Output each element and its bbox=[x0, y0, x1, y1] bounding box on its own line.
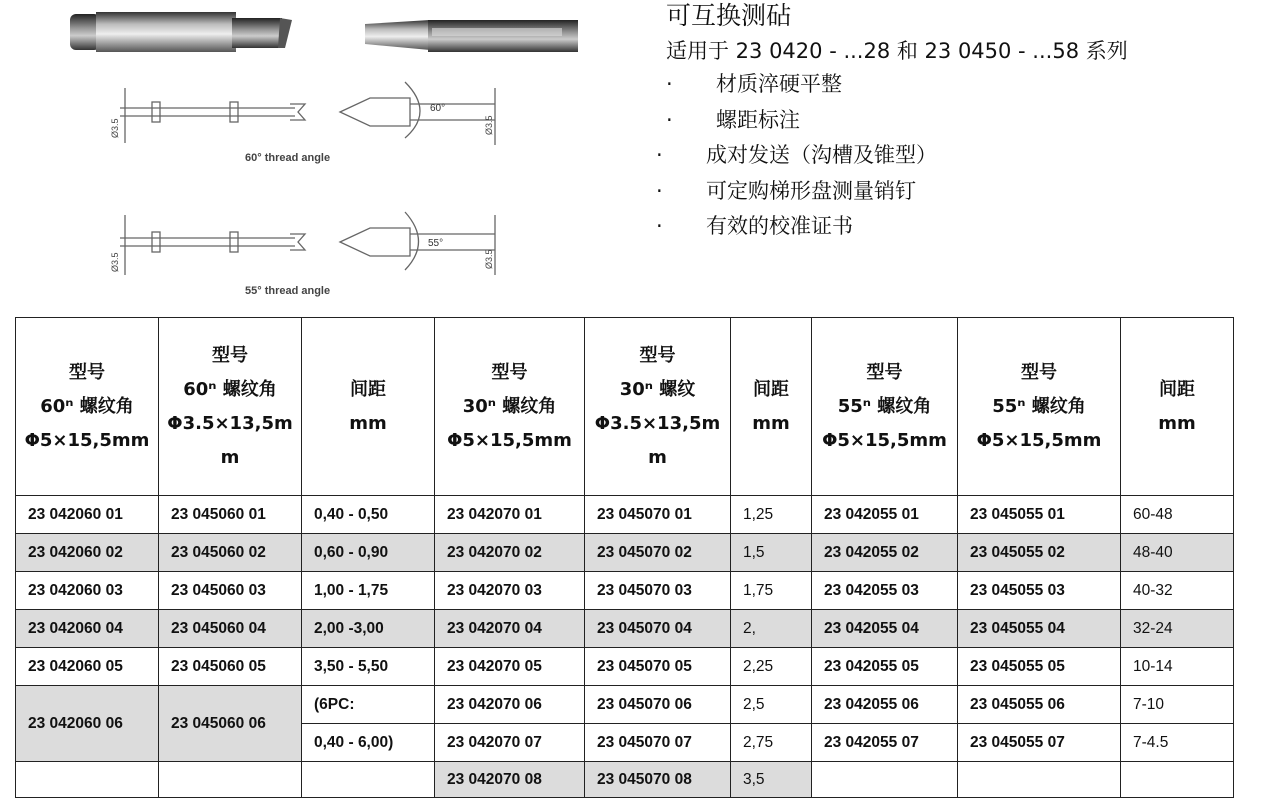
table-cell: 23 045055 06 bbox=[958, 686, 1121, 724]
table-cell: 2, bbox=[731, 610, 812, 648]
table-cell: 23 042060 01 bbox=[16, 496, 159, 534]
table-row bbox=[16, 496, 1234, 534]
table-row bbox=[16, 534, 1234, 572]
caption-55: 55° thread angle bbox=[245, 285, 331, 297]
table-cell: 23 042060 03 bbox=[16, 572, 159, 610]
table-cell: 23 042055 06 bbox=[812, 686, 958, 724]
page-subtitle: 适用于 23 0420 - ...28 和 23 0450 - ...58 系列 bbox=[666, 39, 1128, 63]
table-cell: 23 045055 02 bbox=[958, 534, 1121, 572]
table-header-row bbox=[16, 318, 1234, 496]
table-cell: 23 045055 07 bbox=[958, 724, 1121, 762]
anvil-photo-left bbox=[70, 12, 292, 52]
header-cell: 型号 60ⁿ 螺纹角 Φ3.5×13,5m m bbox=[159, 318, 302, 496]
table-row bbox=[16, 572, 1234, 610]
table-cell bbox=[1121, 762, 1234, 798]
table-cell bbox=[302, 762, 435, 798]
table-cell bbox=[958, 762, 1121, 798]
header-cell: 型号 55ⁿ 螺纹角 Φ5×15,5mm bbox=[958, 318, 1121, 496]
table-cell: 23 045070 07 bbox=[585, 724, 731, 762]
table-cell: 10-14 bbox=[1121, 648, 1234, 686]
table-cell: 23 045060 02 bbox=[159, 534, 302, 572]
angle-label-55: 55° bbox=[428, 238, 444, 249]
table-cell: 23 042060 02 bbox=[16, 534, 159, 572]
dim-label-2: Ø3.5 bbox=[484, 115, 494, 135]
table-cell: 1,75 bbox=[731, 572, 812, 610]
header-cell: 型号 60ⁿ 螺纹角 Φ5×15,5mm bbox=[16, 318, 159, 496]
table-cell: 0,60 - 0,90 bbox=[302, 534, 435, 572]
table-cell: 48-40 bbox=[1121, 534, 1234, 572]
table-cell: 0,40 - 6,00) bbox=[302, 724, 435, 762]
table-cell: 40-32 bbox=[1121, 572, 1234, 610]
caption-60: 60° thread angle bbox=[245, 152, 331, 164]
table-cell: 23 045070 03 bbox=[585, 572, 731, 610]
table-cell: 23 042055 05 bbox=[812, 648, 958, 686]
header-cell: 型号 30ⁿ 螺纹 Φ3.5×13,5m m bbox=[585, 318, 731, 496]
table-cell: 23 042060 04 bbox=[16, 610, 159, 648]
table-cell: 23 042070 05 bbox=[435, 648, 585, 686]
dim-label-3: Ø3.5 bbox=[110, 252, 120, 272]
table-cell bbox=[812, 762, 958, 798]
table-cell: 23 042055 04 bbox=[812, 610, 958, 648]
dim-label-1: Ø3.5 bbox=[110, 118, 120, 138]
page-title: 可互换测砧 bbox=[666, 1, 792, 30]
table-cell: 1,5 bbox=[731, 534, 812, 572]
table-cell: 23 042070 07 bbox=[435, 724, 585, 762]
table-cell: 23 042060 05 bbox=[16, 648, 159, 686]
angle-label-60: 60° bbox=[430, 103, 446, 114]
table-cell: 23 042070 01 bbox=[435, 496, 585, 534]
header-cell: 间距 mm bbox=[1121, 318, 1234, 496]
table-cell: 2,75 bbox=[731, 724, 812, 762]
anvil-spec-table bbox=[15, 317, 1234, 798]
table-cell: 0,40 - 0,50 bbox=[302, 496, 435, 534]
table-cell: 23 045060 04 bbox=[159, 610, 302, 648]
table-cell bbox=[16, 762, 159, 798]
table-row bbox=[16, 762, 1234, 798]
table-cell: 23 045060 03 bbox=[159, 572, 302, 610]
header-cell: 型号 30ⁿ 螺纹角 Φ5×15,5mm bbox=[435, 318, 585, 496]
table-cell: 23 042055 03 bbox=[812, 572, 958, 610]
table-cell: (6PC: bbox=[302, 686, 435, 724]
table-cell: 1,25 bbox=[731, 496, 812, 534]
table-cell: 23 045070 02 bbox=[585, 534, 731, 572]
table-cell: 23 045060 06 bbox=[159, 686, 302, 762]
table-cell: 23 042060 06 bbox=[16, 686, 159, 762]
table-cell: 23 045055 04 bbox=[958, 610, 1121, 648]
table-cell: 23 042070 06 bbox=[435, 686, 585, 724]
table-row bbox=[16, 648, 1234, 686]
table-cell: 23 045055 03 bbox=[958, 572, 1121, 610]
header-cell: 间距 mm bbox=[302, 318, 435, 496]
table-row bbox=[16, 610, 1234, 648]
table-cell: 3,50 - 5,50 bbox=[302, 648, 435, 686]
table-cell: 23 042055 01 bbox=[812, 496, 958, 534]
table-cell: 2,5 bbox=[731, 686, 812, 724]
table-cell: 23 042055 07 bbox=[812, 724, 958, 762]
table-cell: 1,00 - 1,75 bbox=[302, 572, 435, 610]
anvil-drawings bbox=[60, 0, 620, 305]
table-cell: 23 045070 04 bbox=[585, 610, 731, 648]
table-cell: 23 045060 05 bbox=[159, 648, 302, 686]
table-cell: 2,00 -3,00 bbox=[302, 610, 435, 648]
anvil-photo-right bbox=[365, 20, 578, 52]
table-cell: 23 045070 05 bbox=[585, 648, 731, 686]
table-cell bbox=[159, 762, 302, 798]
table-cell: 3,5 bbox=[731, 762, 812, 798]
table-cell: 32-24 bbox=[1121, 610, 1234, 648]
dim-label-4: Ø3.5 bbox=[484, 249, 494, 269]
header-cell: 间距 mm bbox=[731, 318, 812, 496]
table-cell: 7-10 bbox=[1121, 686, 1234, 724]
table-cell: 23 045070 08 bbox=[585, 762, 731, 798]
table-cell: 23 042070 02 bbox=[435, 534, 585, 572]
product-figure bbox=[60, 0, 620, 305]
header-cell: 型号 55ⁿ 螺纹角 Φ5×15,5mm bbox=[812, 318, 958, 496]
table-cell: 23 042055 02 bbox=[812, 534, 958, 572]
table-cell: 23 045055 01 bbox=[958, 496, 1121, 534]
table-cell: 23 042070 03 bbox=[435, 572, 585, 610]
table-cell: 23 045070 06 bbox=[585, 686, 731, 724]
table-cell: 23 045055 05 bbox=[958, 648, 1121, 686]
table-row bbox=[16, 686, 1234, 724]
table-cell: 23 045070 01 bbox=[585, 496, 731, 534]
table-cell: 23 042070 08 bbox=[435, 762, 585, 798]
table-cell: 60-48 bbox=[1121, 496, 1234, 534]
table-cell: 7-4.5 bbox=[1121, 724, 1234, 762]
table-cell: 23 042070 04 bbox=[435, 610, 585, 648]
table-cell: 23 045060 01 bbox=[159, 496, 302, 534]
table-cell: 2,25 bbox=[731, 648, 812, 686]
